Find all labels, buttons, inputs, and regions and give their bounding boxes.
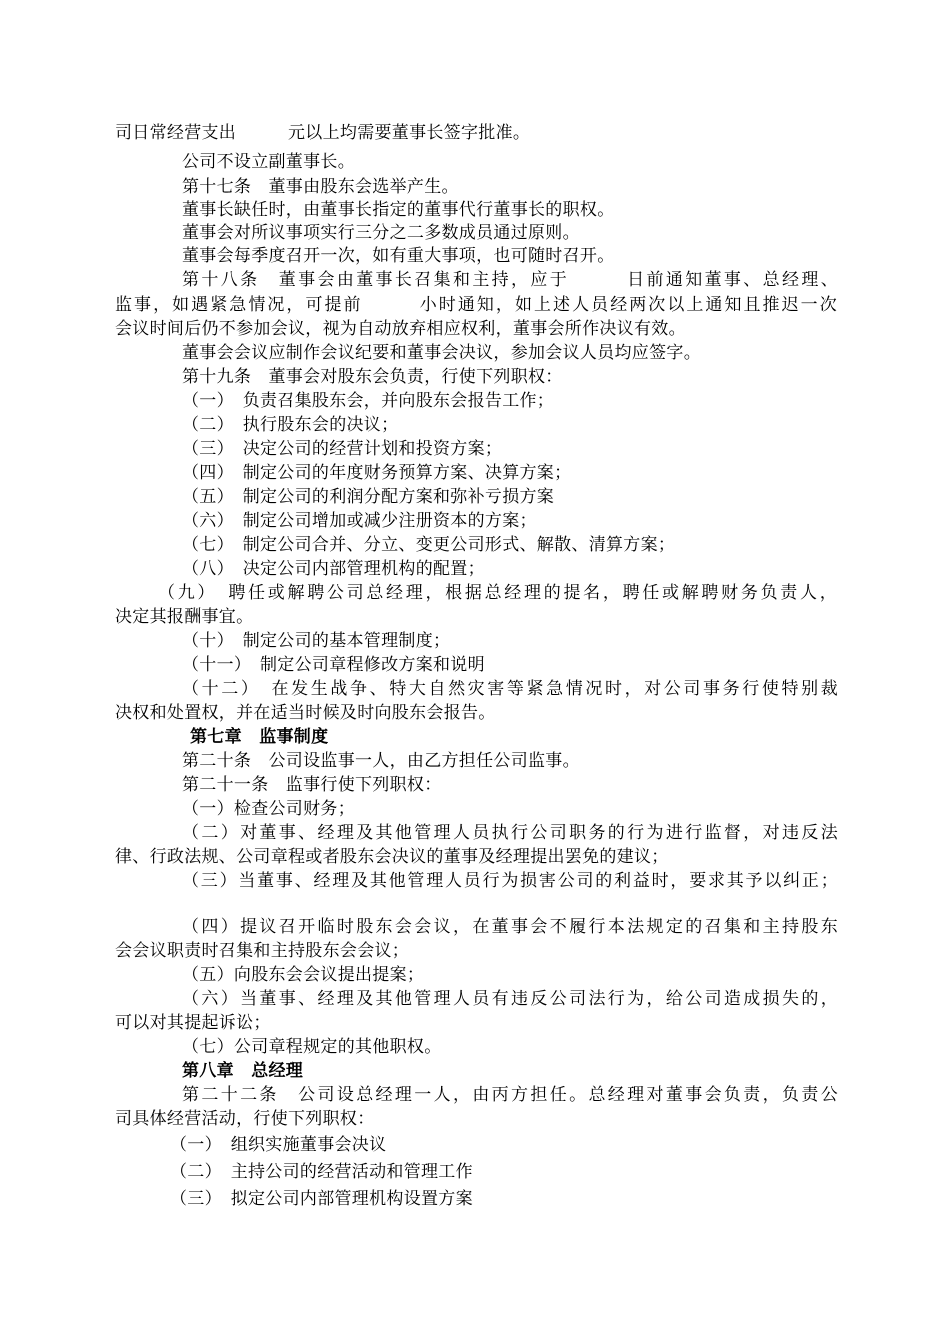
text-line: 会会议职责时召集和主持股东会会议； — [115, 941, 410, 961]
list-item: （三）当董事、经理及其他管理人员行为损害公司的利益时，要求其予以纠正； — [182, 871, 838, 891]
text-line: 监事，如遇紧急情况，可提前 小时通知，如上述人员经两次以上通知且推迟一次 — [115, 295, 837, 315]
text-line: 公司不设立副董事长。 — [182, 152, 355, 172]
list-item: （四）提议召开临时股东会会议，在董事会不履行本法规定的召集和主持股东 — [182, 917, 838, 937]
text-line: 司具体经营活动，行使下列职权： — [115, 1109, 375, 1129]
list-item: （二）对董事、经理及其他管理人员执行公司职务的行为进行监督，对违反法 — [182, 823, 838, 843]
text-line: 董事长缺任时，由董事长指定的董事代行董事长的职权。 — [182, 200, 615, 220]
list-item: （七） 制定公司合并、分立、变更公司形式、解散、清算方案； — [182, 535, 676, 555]
text-line: 司日常经营支出 元以上均需要董事长签字批准。 — [115, 123, 531, 143]
article-17: 第十七条 董事由股东会选举产生。 — [182, 177, 459, 197]
list-item: （一）检查公司财务； — [182, 799, 355, 819]
list-item: （一） 组织实施董事会决议 — [170, 1135, 387, 1155]
text-line: 律、行政法规、公司章程或者股东会决议的董事及经理提出罢免的建议； — [115, 847, 669, 867]
list-item: （九） 聘任或解聘公司总经理，根据总经理的提名，聘任或解聘财务负责人， — [158, 583, 837, 603]
article-19: 第十九条 董事会对股东会负责，行使下列职权： — [182, 367, 563, 387]
article-18: 第十八条 董事会由董事长召集和主持，应于 日前通知董事、总经理、 — [182, 270, 838, 290]
list-item: （十二） 在发生战争、特大自然灾害等紧急情况时，对公司事务行使特别裁 — [182, 679, 838, 699]
chapter-8-heading: 第八章 总经理 — [182, 1061, 304, 1081]
text-line: 决权和处置权，并在适当时候及时向股东会报告。 — [115, 703, 496, 723]
text-line: 会议时间后仍不参加会议，视为自动放弃相应权利，董事会所作决议有效。 — [115, 319, 686, 339]
chapter-7-heading: 第七章 监事制度 — [190, 727, 329, 747]
text-line: 可以对其提起诉讼； — [115, 1013, 271, 1033]
text-line: 董事会对所议事项实行三分之二多数成员通过原则。 — [182, 223, 580, 243]
list-item: （六） 制定公司增加或减少注册资本的方案； — [182, 511, 537, 531]
text-line: 决定其报酬事宜。 — [115, 607, 254, 627]
article-20: 第二十条 公司设监事一人，由乙方担任公司监事。 — [182, 751, 580, 771]
list-item: （八） 决定公司内部管理机构的配置； — [182, 559, 485, 579]
list-item: （四） 制定公司的年度财务预算方案、决算方案； — [182, 463, 572, 483]
list-item: （六）当董事、经理及其他管理人员有违反公司法行为，给公司造成损失的， — [182, 989, 838, 1009]
article-21: 第二十一条 监事行使下列职权： — [182, 775, 442, 795]
text-line: 董事会会议应制作会议纪要和董事会决议，参加会议人员均应签字。 — [182, 343, 701, 363]
list-item: （五）向股东会会议提出提案； — [182, 965, 425, 985]
list-item: （十一） 制定公司章程修改方案和说明 — [182, 655, 485, 675]
list-item: （十） 制定公司的基本管理制度； — [182, 631, 451, 651]
article-22: 第二十二条 公司设总经理一人，由丙方担任。总经理对董事会负责，负责公 — [182, 1085, 838, 1105]
list-item: （二） 执行股东会的决议； — [182, 415, 399, 435]
list-item: （七）公司章程规定的其他职权。 — [182, 1037, 442, 1057]
list-item: （三） 决定公司的经营计划和投资方案； — [182, 439, 503, 459]
list-item: （二） 主持公司的经营活动和管理工作 — [170, 1162, 473, 1182]
text-line: 董事会每季度召开一次，如有重大事项，也可随时召开。 — [182, 246, 615, 266]
list-item: （五） 制定公司的利润分配方案和弥补亏损方案 — [182, 487, 555, 507]
list-item: （一） 负责召集股东会，并向股东会报告工作； — [182, 391, 555, 411]
list-item: （三） 拟定公司内部管理机构设置方案 — [170, 1189, 473, 1209]
